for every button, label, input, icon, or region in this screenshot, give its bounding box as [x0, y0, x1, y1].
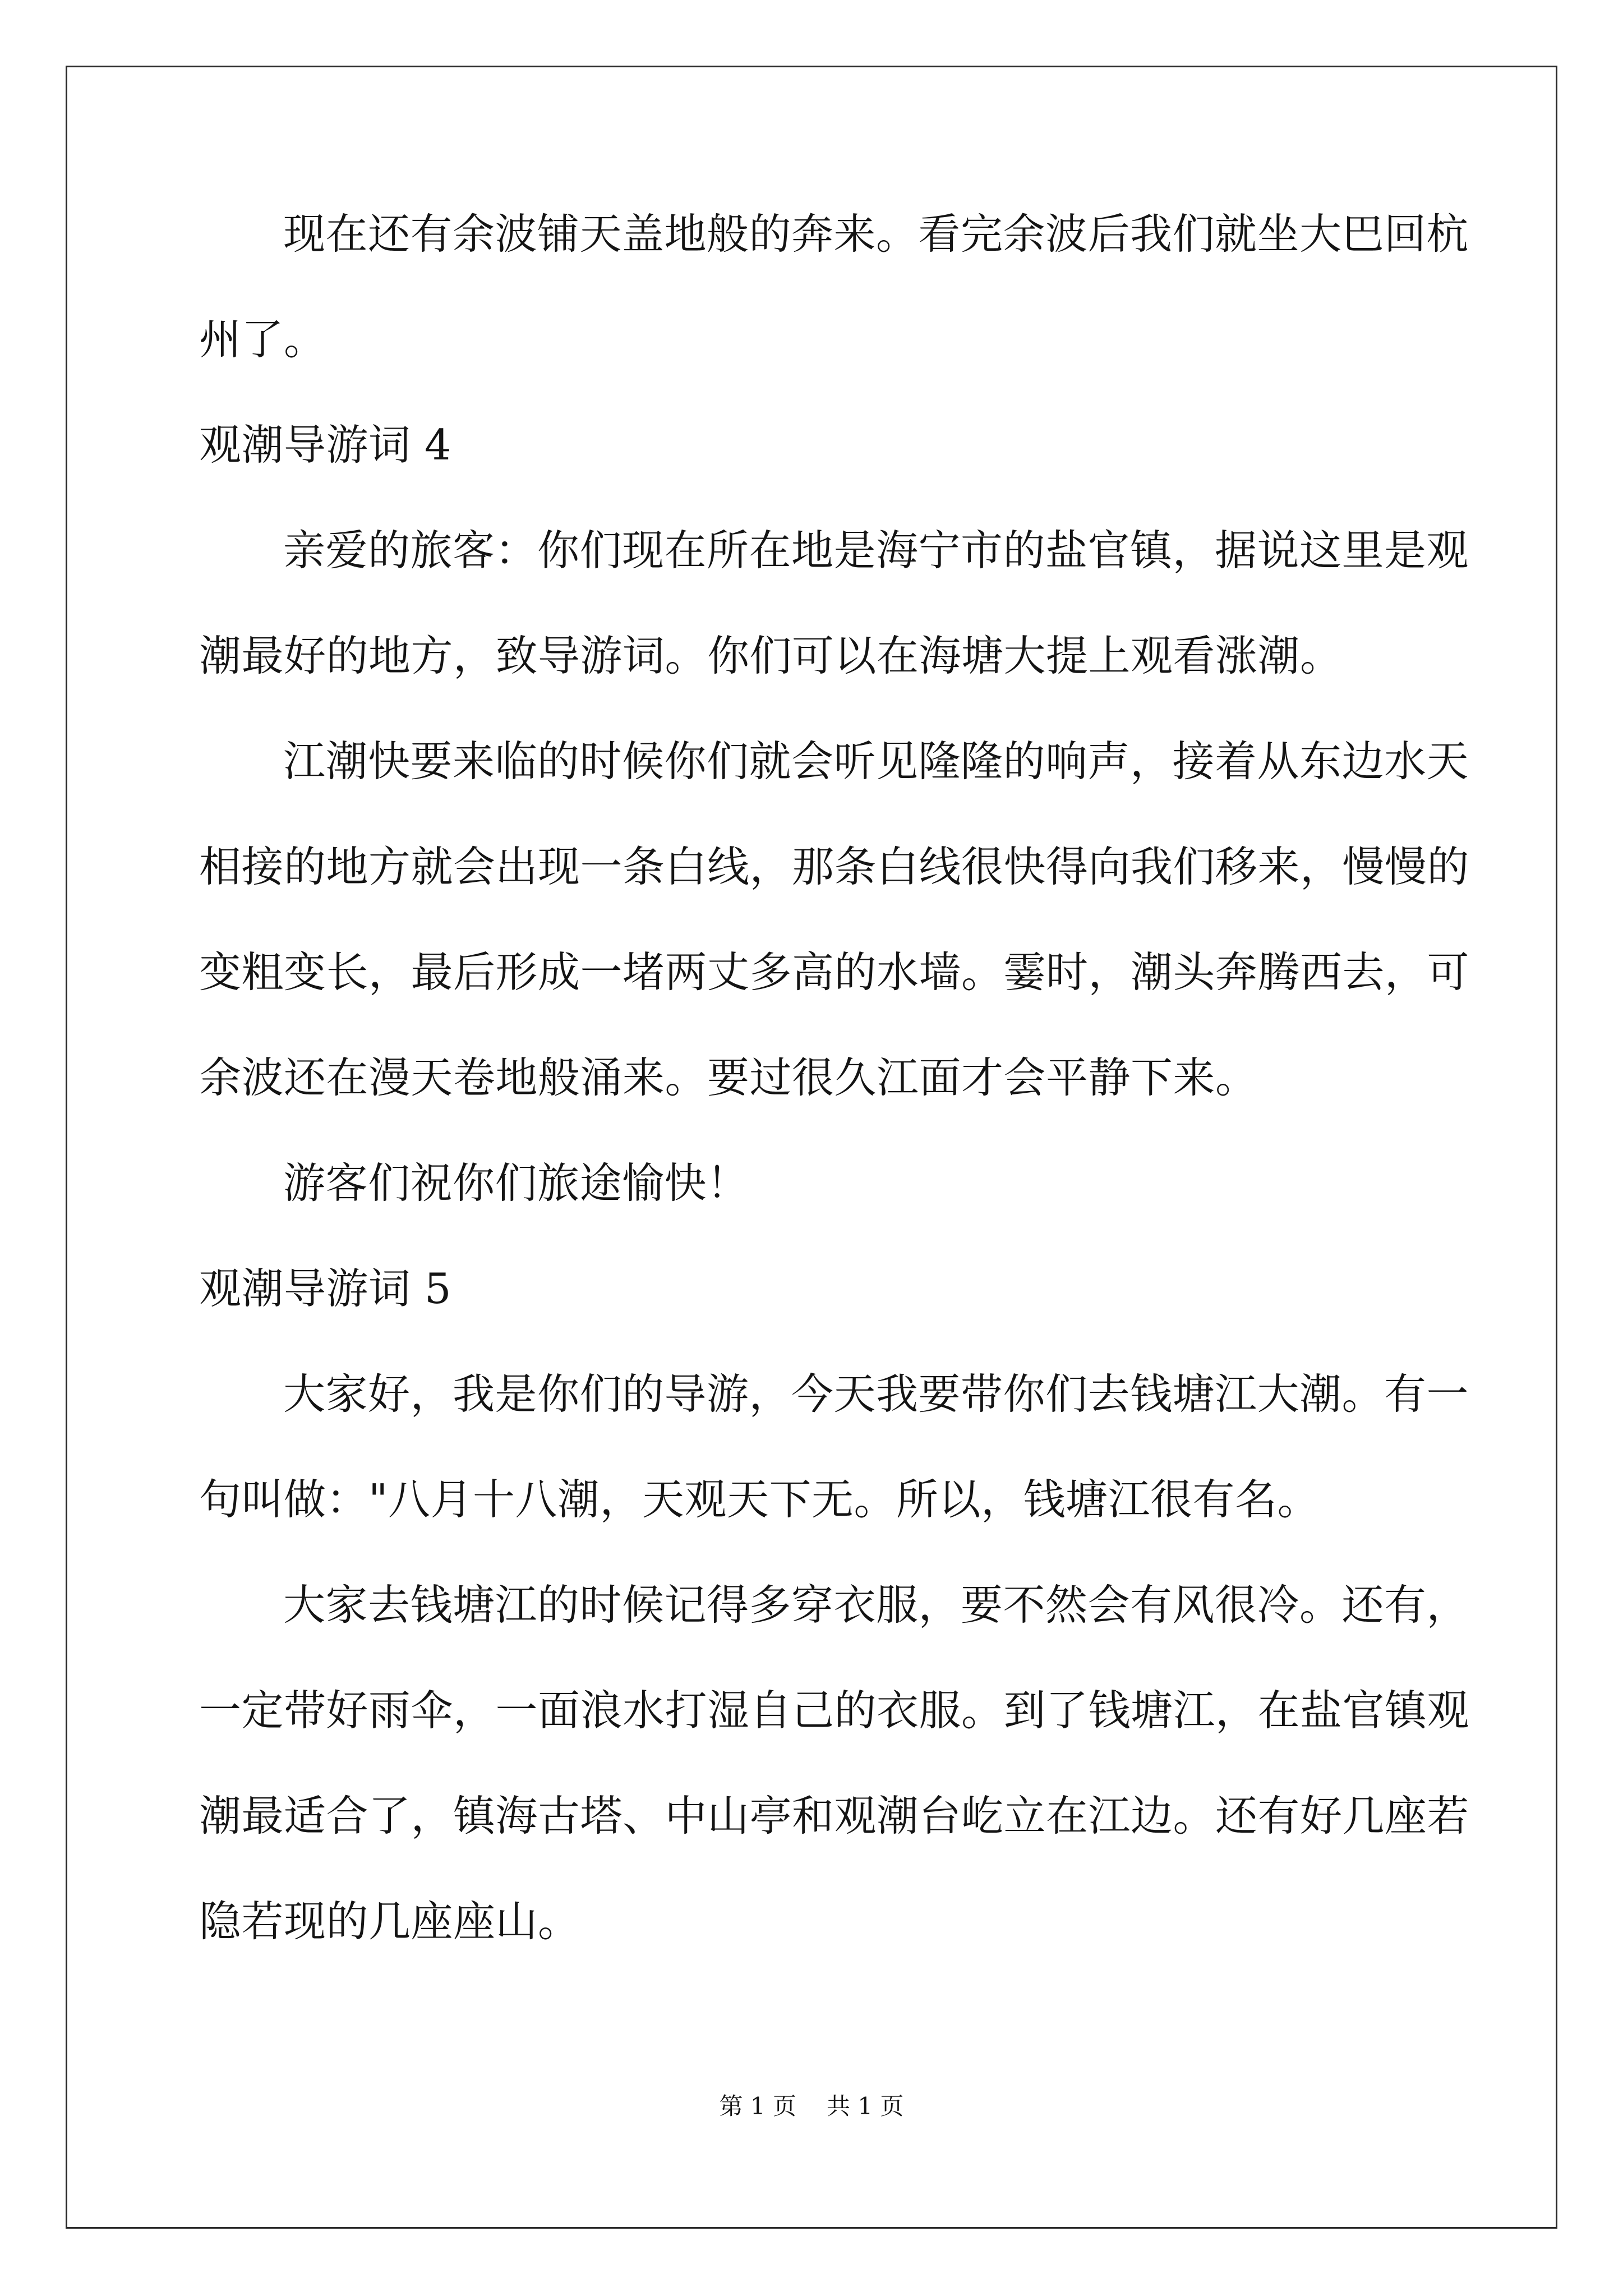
- paragraph-line: 游客们祝你们旅途愉快！: [283, 1158, 749, 1208]
- paragraph-line: 句叫做："八月十八潮，天观天下无。所以，钱塘江很有名。: [199, 1475, 1320, 1524]
- paragraph-line: 州了。: [199, 315, 326, 364]
- page-number: 第 1 页: [719, 2092, 796, 2120]
- paragraph-line: 大家好，我是你们的导游，今天我要带你们去钱塘江大潮。有一: [283, 1369, 1469, 1419]
- section-heading: 观潮导游词 4: [199, 420, 452, 470]
- paragraph-line: 余波还在漫天卷地般涌来。要过很久江面才会平静下来。: [199, 1053, 1258, 1102]
- paragraph-line: 变粗变长，最后形成一堵两丈多高的水墙。霎时，潮头奔腾西去，可: [199, 947, 1470, 997]
- paragraph-line: 潮最适合了，镇海古塔、中山亭和观潮台屹立在江边。还有好几座若: [199, 1791, 1470, 1841]
- page-footer: [0, 2092, 1623, 2120]
- paragraph-line: 亲爱的旅客：你们现在所在地是海宁市的盐官镇，据说这里是观: [283, 526, 1469, 575]
- section-heading: 观潮导游词 5: [199, 1264, 452, 1313]
- page-total: 共 1 页: [827, 2092, 904, 2120]
- paragraph-line: 隐若现的几座座山。: [199, 1897, 580, 1946]
- paragraph-line: 相接的地方就会出现一条白线，那条白线很快得向我们移来，慢慢的: [199, 842, 1470, 891]
- paragraph-line: 现在还有余波铺天盖地般的奔来。看完余波后我们就坐大巴回杭: [283, 209, 1469, 259]
- paragraph-line: 潮最好的地方，致导游词。你们可以在海塘大提上观看涨潮。: [199, 631, 1343, 680]
- paragraph-line: 江潮快要来临的时候你们就会听见隆隆的响声，接着从东边水天: [283, 737, 1469, 786]
- document-body: [199, 209, 1470, 1946]
- paragraph-line: 大家去钱塘江的时候记得多穿衣服，要不然会有风很冷。还有，: [283, 1580, 1469, 1630]
- paragraph-line: 一定带好雨伞，一面浪水打湿自己的衣服。到了钱塘江，在盐官镇观: [199, 1686, 1470, 1735]
